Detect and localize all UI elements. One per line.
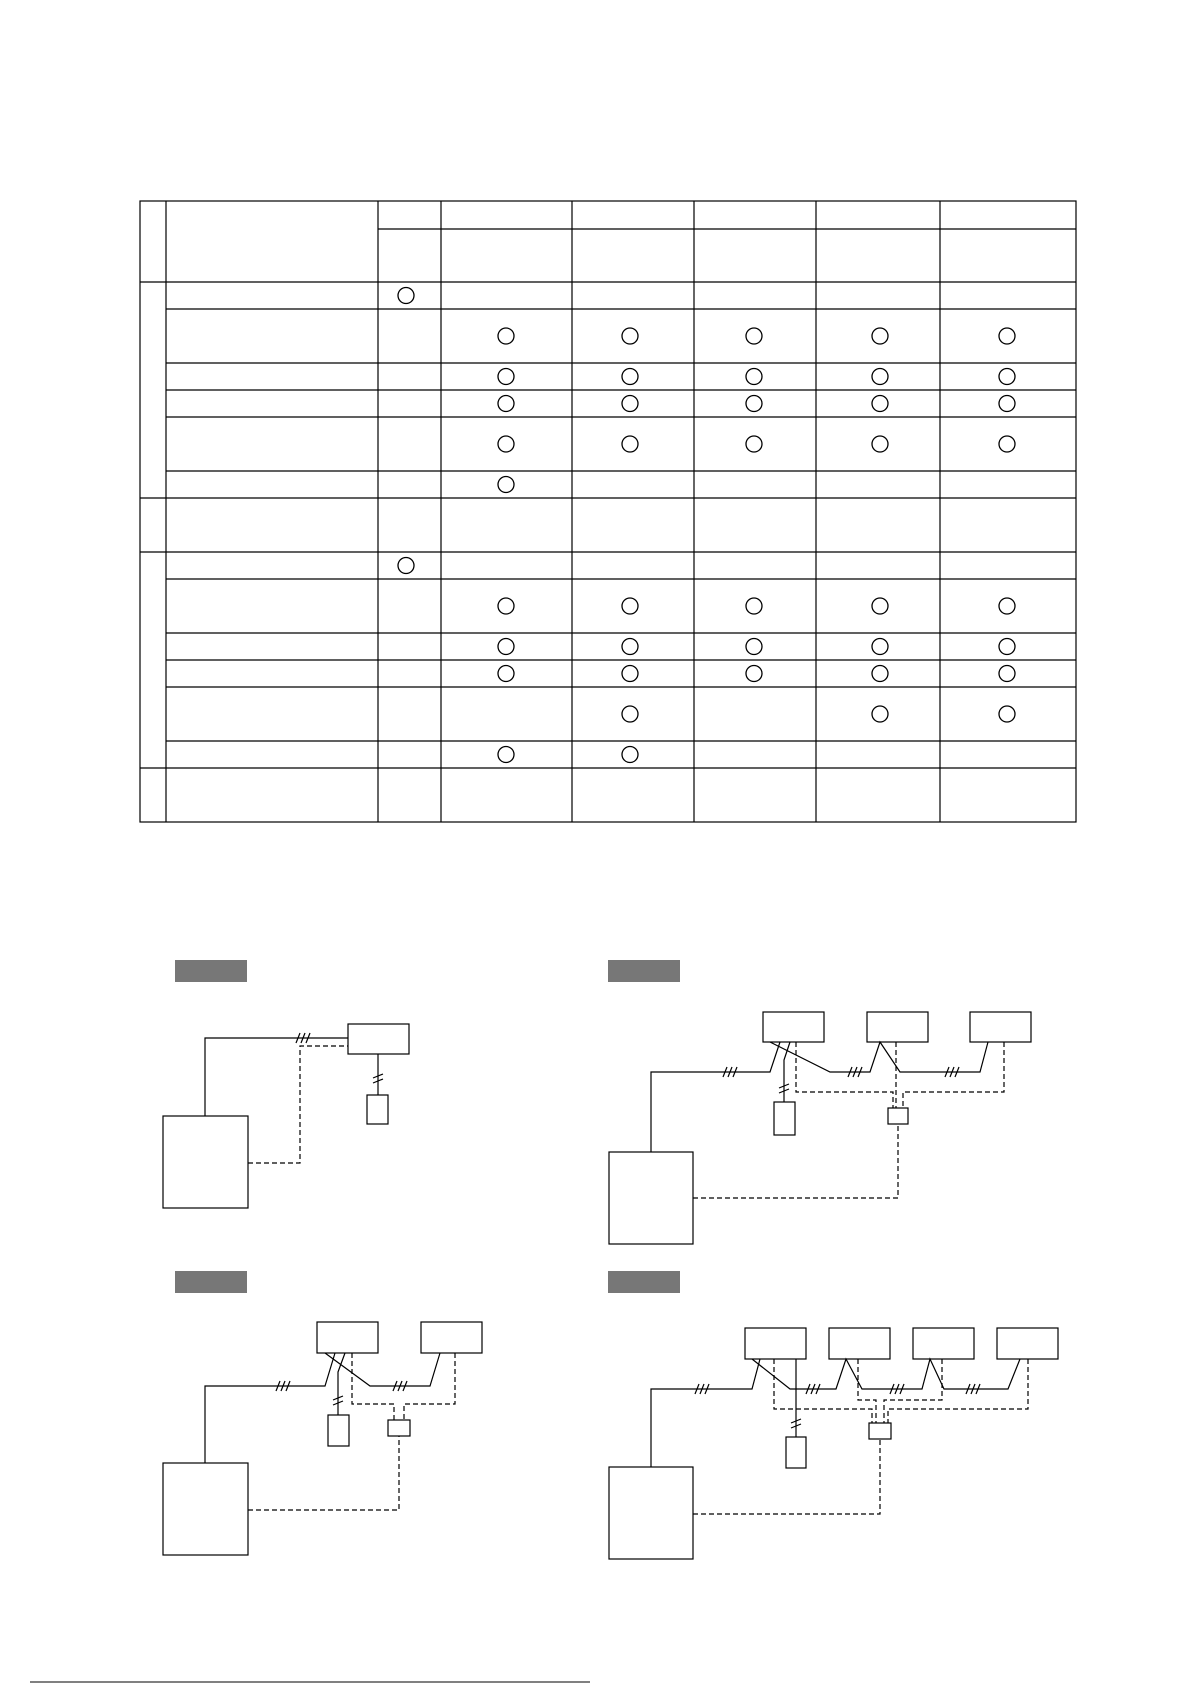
circle-mark xyxy=(398,288,414,304)
outdoor-unit xyxy=(163,1463,248,1555)
circle-mark xyxy=(872,639,888,655)
indoor-unit xyxy=(829,1328,890,1359)
indoor-unit xyxy=(997,1328,1058,1359)
circle-mark xyxy=(746,396,762,412)
circle-mark xyxy=(498,436,514,452)
diagram-label-tab xyxy=(608,960,680,982)
circle-mark xyxy=(999,328,1015,344)
circle-mark xyxy=(999,396,1015,412)
refrigerant-pipe xyxy=(651,1359,760,1467)
compatibility-table xyxy=(140,201,1076,822)
circle-mark xyxy=(872,436,888,452)
indoor-unit xyxy=(421,1322,482,1353)
junction-box xyxy=(888,1108,908,1124)
circle-mark xyxy=(872,706,888,722)
circle-mark xyxy=(746,598,762,614)
circle-mark xyxy=(746,639,762,655)
refrigerant-pipe xyxy=(651,1042,780,1152)
circle-mark xyxy=(622,747,638,763)
circle-mark xyxy=(872,396,888,412)
diagram-label-tab xyxy=(175,960,247,982)
circle-mark xyxy=(622,639,638,655)
system-diagram-2 xyxy=(608,960,1031,1244)
indoor-unit xyxy=(913,1328,974,1359)
refrigerant-pipe xyxy=(205,1038,348,1116)
indoor-unit xyxy=(867,1012,928,1042)
circle-mark xyxy=(872,369,888,385)
circle-mark xyxy=(746,369,762,385)
remote-controller xyxy=(328,1415,349,1446)
indoor-unit xyxy=(745,1328,806,1359)
control-wire xyxy=(248,1436,399,1510)
table-marks xyxy=(398,288,1015,763)
circle-mark xyxy=(498,598,514,614)
circle-mark xyxy=(622,706,638,722)
circle-mark xyxy=(622,369,638,385)
circle-mark xyxy=(872,328,888,344)
system-diagram-3 xyxy=(163,1271,482,1555)
indoor-unit xyxy=(970,1012,1031,1042)
system-diagram-4 xyxy=(608,1271,1058,1559)
outdoor-unit xyxy=(609,1152,693,1244)
circle-mark xyxy=(498,747,514,763)
circle-mark xyxy=(398,558,414,574)
circle-mark xyxy=(622,328,638,344)
indoor-unit xyxy=(348,1024,409,1054)
circle-mark xyxy=(999,369,1015,385)
circle-mark xyxy=(498,639,514,655)
circle-mark xyxy=(746,666,762,682)
indoor-unit xyxy=(763,1012,824,1042)
circle-mark xyxy=(872,598,888,614)
indoor-unit xyxy=(317,1322,378,1353)
circle-mark xyxy=(498,328,514,344)
diagram-label-tab xyxy=(175,1271,247,1293)
circle-mark xyxy=(746,328,762,344)
circle-mark xyxy=(498,396,514,412)
circle-mark xyxy=(872,666,888,682)
circle-mark xyxy=(622,436,638,452)
circle-mark xyxy=(999,706,1015,722)
junction-box xyxy=(869,1423,891,1439)
circle-mark xyxy=(622,396,638,412)
circle-mark xyxy=(999,666,1015,682)
diagram-label-tab xyxy=(608,1271,680,1293)
junction-box xyxy=(388,1420,410,1436)
circle-mark xyxy=(999,598,1015,614)
circle-mark xyxy=(746,436,762,452)
circle-mark xyxy=(498,477,514,493)
circle-mark xyxy=(622,598,638,614)
refrigerant-pipe xyxy=(205,1353,335,1463)
remote-controller xyxy=(774,1102,795,1135)
outdoor-unit xyxy=(163,1116,248,1208)
outdoor-unit xyxy=(609,1467,693,1559)
circle-mark xyxy=(999,436,1015,452)
circle-mark xyxy=(498,369,514,385)
remote-controller xyxy=(367,1095,388,1124)
circle-mark xyxy=(498,666,514,682)
system-diagram-1 xyxy=(163,960,409,1208)
circle-mark xyxy=(622,666,638,682)
remote-controller xyxy=(786,1437,806,1468)
circle-mark xyxy=(999,639,1015,655)
control-wire xyxy=(248,1046,348,1163)
